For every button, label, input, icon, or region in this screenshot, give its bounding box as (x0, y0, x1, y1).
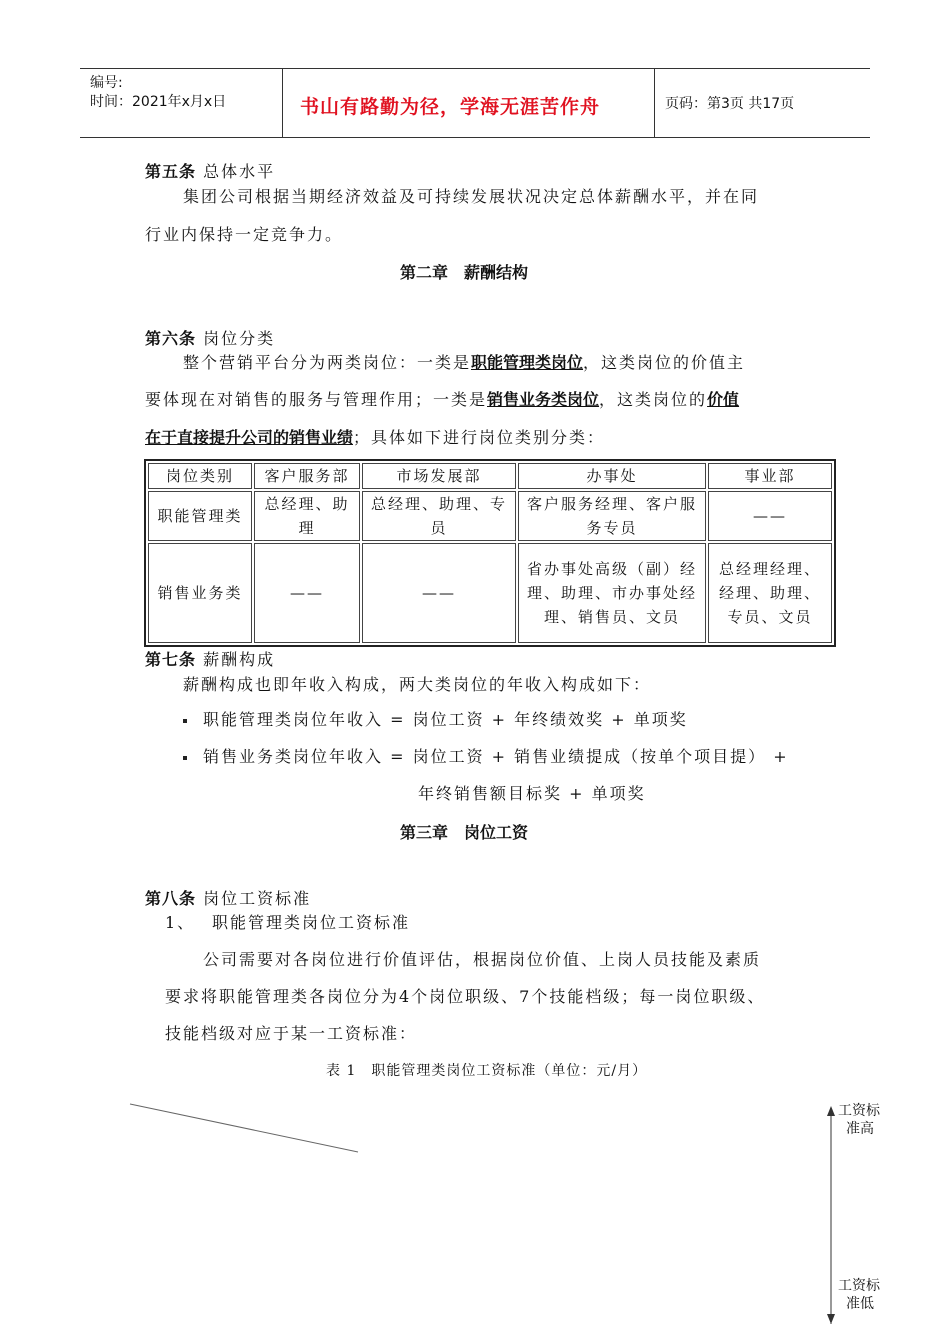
table-row (148, 543, 832, 643)
diagonal-line (130, 1104, 358, 1152)
salary-high-label-line-1: 工资标 (838, 1103, 880, 1119)
article-6-text: ，这类岗位的价值主 (583, 353, 746, 372)
page-number-label: 页码：第3页 共17页 (665, 96, 795, 112)
chapter-3-heading: 第三章 岗位工资 (400, 823, 529, 842)
article-6-line-1 (183, 353, 745, 373)
position-classification-table (144, 459, 836, 647)
number-label: 编号: (90, 75, 123, 91)
bullet-icon (183, 719, 187, 723)
table-cell: 总经理、助理 (254, 491, 360, 541)
table-header-row (148, 463, 832, 489)
time-label: 时间：2021年x月x日 (90, 94, 227, 110)
article-5-line-1: 集团公司根据当期经济效益及可持续发展状况决定总体薪酬水平，并在同 (183, 187, 760, 206)
table-cell: 职能管理类 (148, 491, 252, 541)
article-6-line-3 (145, 428, 605, 448)
article-6-title: 第六条 (145, 329, 197, 348)
article-6-text: 整个营销平台分为两类岗位：一类是 (183, 353, 472, 372)
salary-low-label-line-1: 工资标 (838, 1278, 880, 1294)
table-cell: —— (362, 543, 516, 643)
table-cell: 省办事处高级（副）经理、助理、市办事处经理、销售员、文员 (518, 543, 706, 643)
salary-high-label-line-2: 准高 (846, 1121, 874, 1137)
article-7-bullet-2: 销售业务类岗位年收入 = 岗位工资 + 销售业绩提成（按单个项目提） + (203, 747, 789, 766)
article-7-heading (145, 650, 275, 670)
table-cell: 总经理经理、经理、助理、专员、文员 (708, 543, 832, 643)
table-cell: —— (254, 543, 360, 643)
article-8-paragraph-line-2: 要求将职能管理类各岗位分为4个岗位职级、7个技能档级；每一岗位职级、 (165, 987, 766, 1006)
table-cell: —— (708, 491, 832, 541)
article-6-text: ；具体如下进行岗位类别分类： (353, 428, 606, 447)
article-5-heading (145, 162, 275, 182)
table-cell: 总经理、助理、专员 (362, 491, 516, 541)
article-7-name: 薪酬构成 (203, 650, 276, 669)
chapter-2-heading: 第二章 薪酬结构 (400, 263, 529, 282)
article-6-line-2 (145, 390, 739, 410)
article-8-paragraph-line-1: 公司需要对各岗位进行价值评估，根据岗位价值、上岗人员技能及素质 (203, 950, 762, 969)
article-5-line-2: 行业内保持一定竞争力。 (145, 225, 344, 244)
table-cell: 客户服务经理、客户服务专员 (518, 491, 706, 541)
table-header-cell: 事业部 (708, 463, 832, 489)
sales-post-emphasis: 销售业务类岗位 (487, 390, 600, 409)
table-header-cell: 客户服务部 (254, 463, 360, 489)
table-1-caption: 表 1 职能管理类岗位工资标准（单位：元/月） (326, 1063, 648, 1079)
article-7-bullet-2-continued: 年终销售额目标奖 + 单项奖 (418, 784, 646, 803)
table-header-cell: 办事处 (518, 463, 706, 489)
article-7-intro: 薪酬构成也即年收入构成，两大类岗位的年收入构成如下： (183, 675, 652, 694)
table-header-cell: 岗位类别 (148, 463, 252, 489)
value-emphasis: 价值 (707, 390, 740, 409)
article-5-name: 总体水平 (203, 162, 276, 181)
salary-low-label-line-2: 准低 (846, 1296, 874, 1312)
article-8-item-number: 1、 (165, 913, 196, 932)
article-6-heading (145, 329, 275, 349)
arrow-down-icon (827, 1314, 835, 1324)
article-6-text: 要体现在对销售的服务与管理作用；一类是 (145, 390, 488, 409)
header-motto: 书山有路勤为径，学海无涯苦作舟 (300, 96, 601, 118)
article-5-title: 第五条 (145, 162, 197, 181)
arrow-up-icon (827, 1106, 835, 1116)
article-8-title: 第八条 (145, 889, 197, 908)
article-8-paragraph-line-3: 技能档级对应于某一工资标准： (165, 1024, 418, 1043)
sales-performance-emphasis: 在于直接提升公司的销售业绩 (145, 428, 354, 447)
article-8-name: 岗位工资标准 (203, 889, 312, 908)
article-7-title: 第七条 (145, 650, 197, 669)
article-6-name: 岗位分类 (203, 329, 276, 348)
table-cell: 销售业务类 (148, 543, 252, 643)
article-8-item-title: 职能管理类岗位工资标准 (212, 913, 411, 932)
functional-post-emphasis: 职能管理类岗位 (471, 353, 584, 372)
header-meta-cell (80, 69, 283, 137)
table-header-cell: 市场发展部 (362, 463, 516, 489)
table-row (148, 491, 832, 541)
article-7-bullet-1: 职能管理类岗位年收入 = 岗位工资 + 年终绩效奖 + 单项奖 (203, 710, 688, 729)
bullet-icon (183, 756, 187, 760)
article-6-text: ，这类岗位的 (599, 390, 708, 409)
page-header (80, 68, 870, 138)
article-8-heading (145, 889, 311, 909)
salary-diagram (0, 1090, 950, 1344)
header-page-cell (654, 69, 871, 137)
